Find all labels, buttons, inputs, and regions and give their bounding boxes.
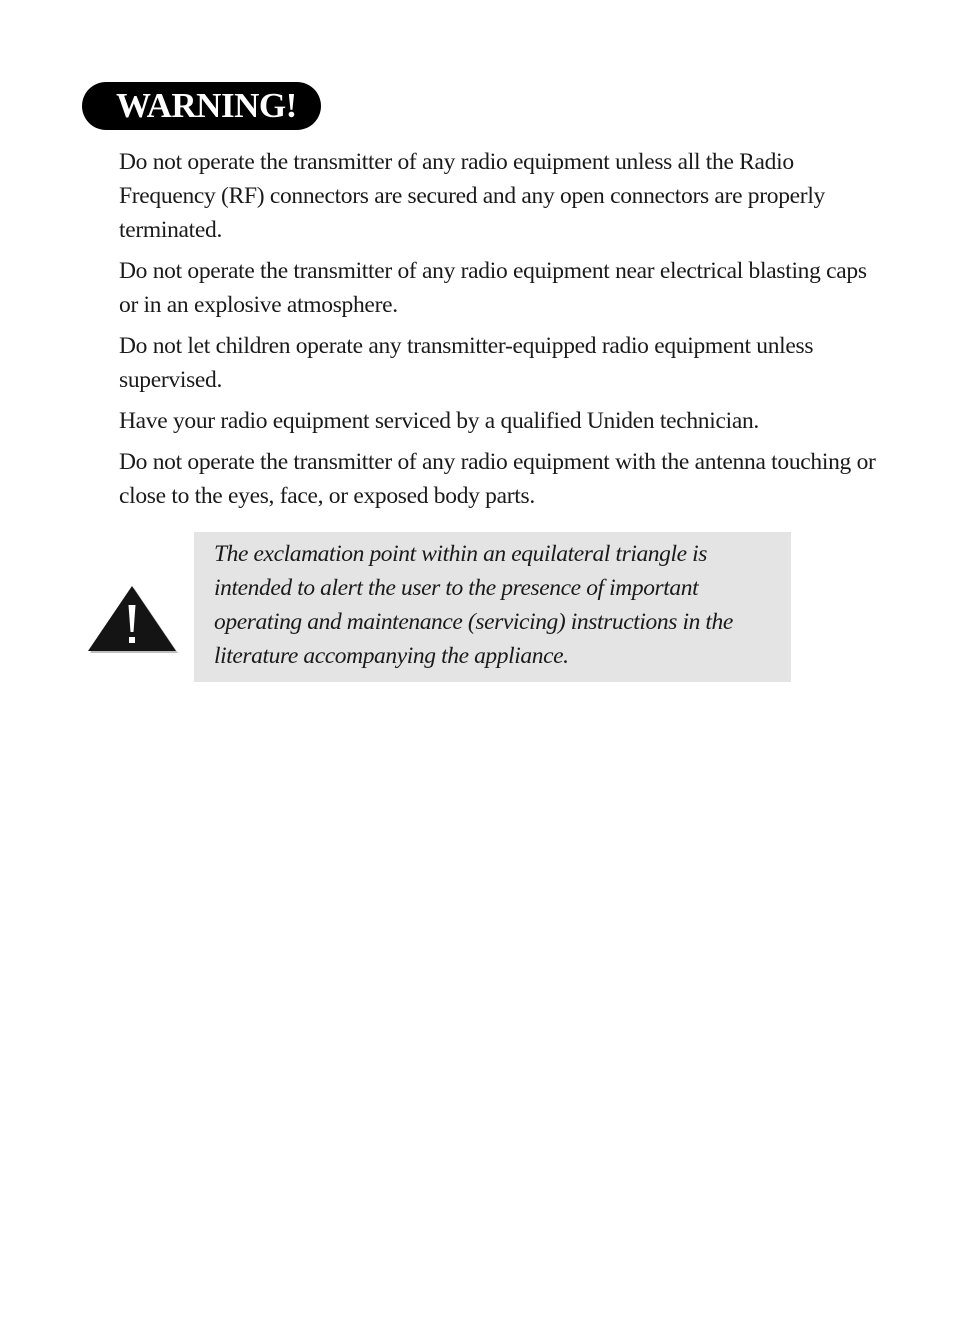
warning-paragraph-3: Do not let children operate any transmitter-equipped radio equipment unless supervised. bbox=[119, 333, 814, 393]
warning-paragraph-4: Have your radio equipment serviced by a qualified Uniden technician. bbox=[119, 408, 759, 434]
warning-paragraph-2: Do not operate the transmitter of any radio equipment near electrical blasting caps or in an explosive atmosphere. bbox=[119, 258, 867, 318]
warning-paragraph-5: Do not operate the transmitter of any radio equipment with the antenna touching or close to the eyes, face, or exposed body parts. bbox=[119, 449, 876, 509]
warning-heading-text: WARNING! bbox=[116, 86, 297, 125]
notice-text: The exclamation point within an equilateral triangle is intended to alert the user to the presence of important operating and maintenance (servicing) instructions in the literature accompanying the appliance. bbox=[214, 541, 733, 669]
notice-box bbox=[194, 532, 791, 682]
warning-heading bbox=[82, 82, 321, 130]
warning-paragraph-1: Do not operate the transmitter of any radio equipment unless all the Radio Frequency (RF) connectors are secured and any open connectors are properly terminated. bbox=[119, 149, 826, 243]
warning-list bbox=[119, 145, 879, 520]
warning-triangle-icon bbox=[86, 585, 180, 655]
